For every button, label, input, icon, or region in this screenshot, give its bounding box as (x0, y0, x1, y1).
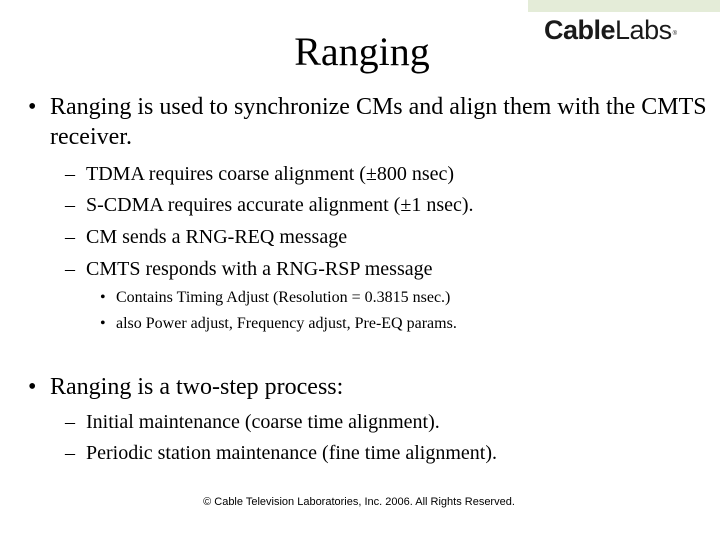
dash-marker: – (65, 194, 75, 216)
copyright-footer: © Cable Television Laboratories, Inc. 2006. All Rights Reserved. (203, 496, 515, 508)
bullet-dot: • (28, 374, 37, 400)
subbullet-scdma (65, 189, 705, 221)
subbullet-text: S-CDMA requires accurate alignment (±1 nsec). (86, 194, 474, 216)
subbullet-initial-maintenance (65, 406, 705, 438)
logo-registered-mark: ® (672, 31, 677, 37)
subbullet-tdma (65, 158, 705, 190)
subbullet-rng-req (65, 221, 705, 253)
subbullet-text: CMTS responds with a RNG-RSP message (86, 258, 433, 280)
dash-marker: – (65, 163, 75, 185)
subbullet-rng-rsp (65, 253, 705, 285)
bullet-text: Ranging is used to synchronize CMs and align them with the CMTS receiver. (50, 94, 707, 150)
slide-title: Ranging (294, 29, 430, 74)
subsubbullet-text: Contains Timing Adjust (Resolution = 0.3815 nsec.) (116, 289, 451, 306)
bullet-two-step (28, 372, 708, 402)
subsubbullet-power-adjust (100, 310, 700, 337)
subbullet-text: TDMA requires coarse alignment (±800 nsec) (86, 163, 455, 185)
subsubbullet-timing-adjust (100, 284, 700, 311)
bullet-dot: • (100, 315, 106, 332)
dash-marker: – (65, 411, 75, 433)
dash-marker: – (65, 442, 75, 464)
subbullet-text: Periodic station maintenance (fine time alignment). (86, 442, 497, 464)
subbullet-text: CM sends a RNG-REQ message (86, 226, 348, 248)
subsubbullet-text: also Power adjust, Frequency adjust, Pre-EQ params. (116, 315, 457, 332)
logo-text-bold: Cable (544, 15, 616, 45)
logo-text-light: Labs (615, 15, 672, 45)
dash-marker: – (65, 258, 75, 280)
bullet-dot: • (28, 94, 37, 120)
bullet-dot: • (100, 289, 106, 306)
subbullet-text: Initial maintenance (coarse time alignment). (86, 411, 440, 433)
bullet-text: Ranging is a two-step process: (50, 374, 344, 400)
bullet-ranging-purpose (28, 92, 708, 152)
dash-marker: – (65, 226, 75, 248)
logo-accent-bar (528, 0, 720, 12)
subbullet-periodic-maintenance (65, 437, 705, 469)
